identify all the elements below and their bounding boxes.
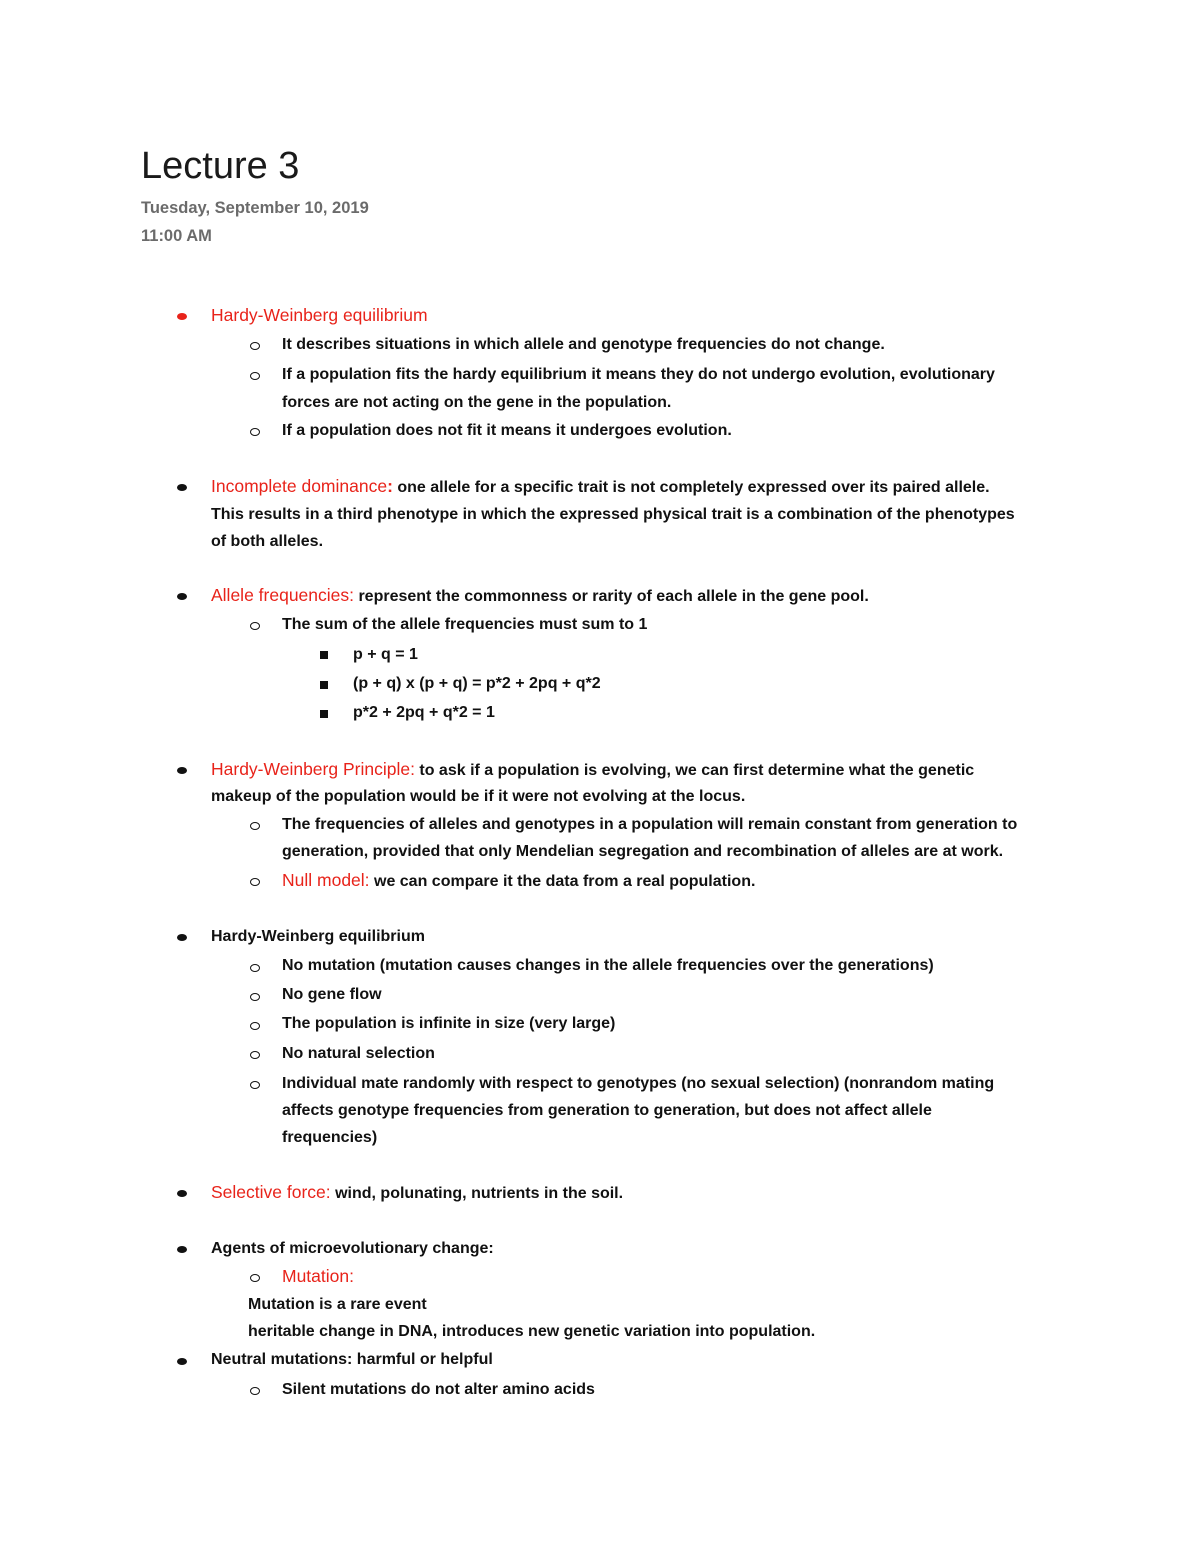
definition-text: we can compare it the data from a real population. [369, 873, 756, 890]
bullet-circle-icon [250, 1274, 260, 1282]
definition-text: one allele for a specific trait is not completely expressed over its paired allele. [392, 479, 990, 496]
section-heading-hw-equilibrium: Hardy-Weinberg equilibrium [211, 305, 428, 325]
list-item-continuation: forces are not acting on the gene in the population. [282, 394, 672, 411]
bullet-disc-icon [177, 934, 187, 941]
bullet-circle-icon [250, 342, 260, 350]
term-selective-force: Selective force: [211, 1182, 331, 1202]
equation: (p + q) x (p + q) = p*2 + 2pq + q*2 [353, 675, 601, 692]
term-null-model: Null model: [282, 870, 370, 890]
section-heading-hw-equilibrium-conditions: Hardy-Weinberg equilibrium [211, 928, 425, 945]
list-item: Silent mutations do not alter amino acids [282, 1381, 595, 1398]
bullet-disc-icon [177, 313, 187, 320]
bullet-circle-icon [250, 1051, 260, 1059]
list-item: No natural selection [282, 1045, 435, 1062]
list-item: If a population fits the hardy equilibrium it means they do not undergo evolution, evolutionary [282, 366, 995, 383]
bullet-square-icon [320, 710, 328, 718]
definition-continuation: This results in a third phenotype in which the expressed physical trait is a combination of the phenotypes [211, 506, 1015, 523]
page-title: Lecture 3 [141, 145, 300, 187]
list-item-continuation: generation, provided that only Mendelian segregation and recombination of alleles are at work. [282, 843, 1004, 860]
bullet-circle-icon [250, 878, 260, 886]
list-item-continuation: frequencies) [282, 1129, 378, 1146]
term-incomplete-dominance: Incomplete dominance [211, 476, 388, 496]
section-heading-agents: Agents of microevolutionary change: [211, 1240, 494, 1257]
definition-continuation: makeup of the population would be if it were not evolving at the locus. [211, 788, 746, 805]
time-stamp: 11:00 AM [141, 227, 212, 245]
definition-continuation: of both alleles. [211, 533, 324, 550]
list-item: No gene flow [282, 986, 382, 1003]
section-incomplete-dominance [211, 474, 990, 500]
list-item: Individual mate randomly with respect to genotypes (no sexual selection) (nonrandom mating [282, 1075, 995, 1092]
section-heading-neutral-mutations: Neutral mutations: harmful or helpful [211, 1351, 493, 1368]
term-colon: : [387, 476, 393, 496]
mutation-note: Mutation is a rare event [248, 1296, 427, 1313]
list-item-null-model [282, 868, 755, 894]
bullet-circle-icon [250, 622, 260, 630]
list-item: The sum of the allele frequencies must sum to 1 [282, 616, 648, 633]
list-item: If a population does not fit it means it undergoes evolution. [282, 422, 732, 439]
equation: p*2 + 2pq + q*2 = 1 [353, 704, 495, 721]
bullet-circle-icon [250, 1081, 260, 1089]
equation: p + q = 1 [353, 646, 418, 663]
list-item-continuation: affects genotype frequencies from generation to generation, but does not affect allele [282, 1102, 932, 1119]
bullet-disc-icon [177, 1358, 187, 1365]
bullet-circle-icon [250, 1387, 260, 1395]
bullet-square-icon [320, 651, 328, 659]
definition-text: to ask if a population is evolving, we can first determine what the genetic [414, 762, 975, 779]
section-hw-principle [211, 757, 974, 783]
bullet-circle-icon [250, 822, 260, 830]
bullet-circle-icon [250, 993, 260, 1001]
section-allele-frequencies [211, 583, 869, 609]
definition-text: represent the commonness or rarity of each allele in the gene pool. [354, 588, 869, 605]
list-item: The population is infinite in size (very large) [282, 1015, 616, 1032]
definition-text: wind, polunating, nutrients in the soil. [330, 1185, 624, 1202]
bullet-disc-icon [177, 767, 187, 774]
date-stamp: Tuesday, September 10, 2019 [141, 199, 369, 217]
list-item: It describes situations in which allele and genotype frequencies do not change. [282, 336, 885, 353]
mutation-note: heritable change in DNA, introduces new genetic variation into population. [248, 1323, 816, 1340]
bullet-disc-icon [177, 1190, 187, 1197]
bullet-circle-icon [250, 372, 260, 380]
bullet-circle-icon [250, 1022, 260, 1030]
bullet-disc-icon [177, 593, 187, 600]
section-selective-force [211, 1180, 623, 1206]
list-item: No mutation (mutation causes changes in the allele frequencies over the generations) [282, 957, 934, 974]
bullet-circle-icon [250, 964, 260, 972]
bullet-disc-icon [177, 1246, 187, 1253]
term-mutation: Mutation: [282, 1266, 354, 1286]
bullet-disc-icon [177, 484, 187, 491]
term-hw-principle: Hardy-Weinberg Principle: [211, 759, 415, 779]
bullet-square-icon [320, 681, 328, 689]
term-allele-frequencies: Allele frequencies: [211, 585, 354, 605]
bullet-circle-icon [250, 428, 260, 436]
list-item: The frequencies of alleles and genotypes in a population will remain constant from generation to [282, 816, 1018, 833]
